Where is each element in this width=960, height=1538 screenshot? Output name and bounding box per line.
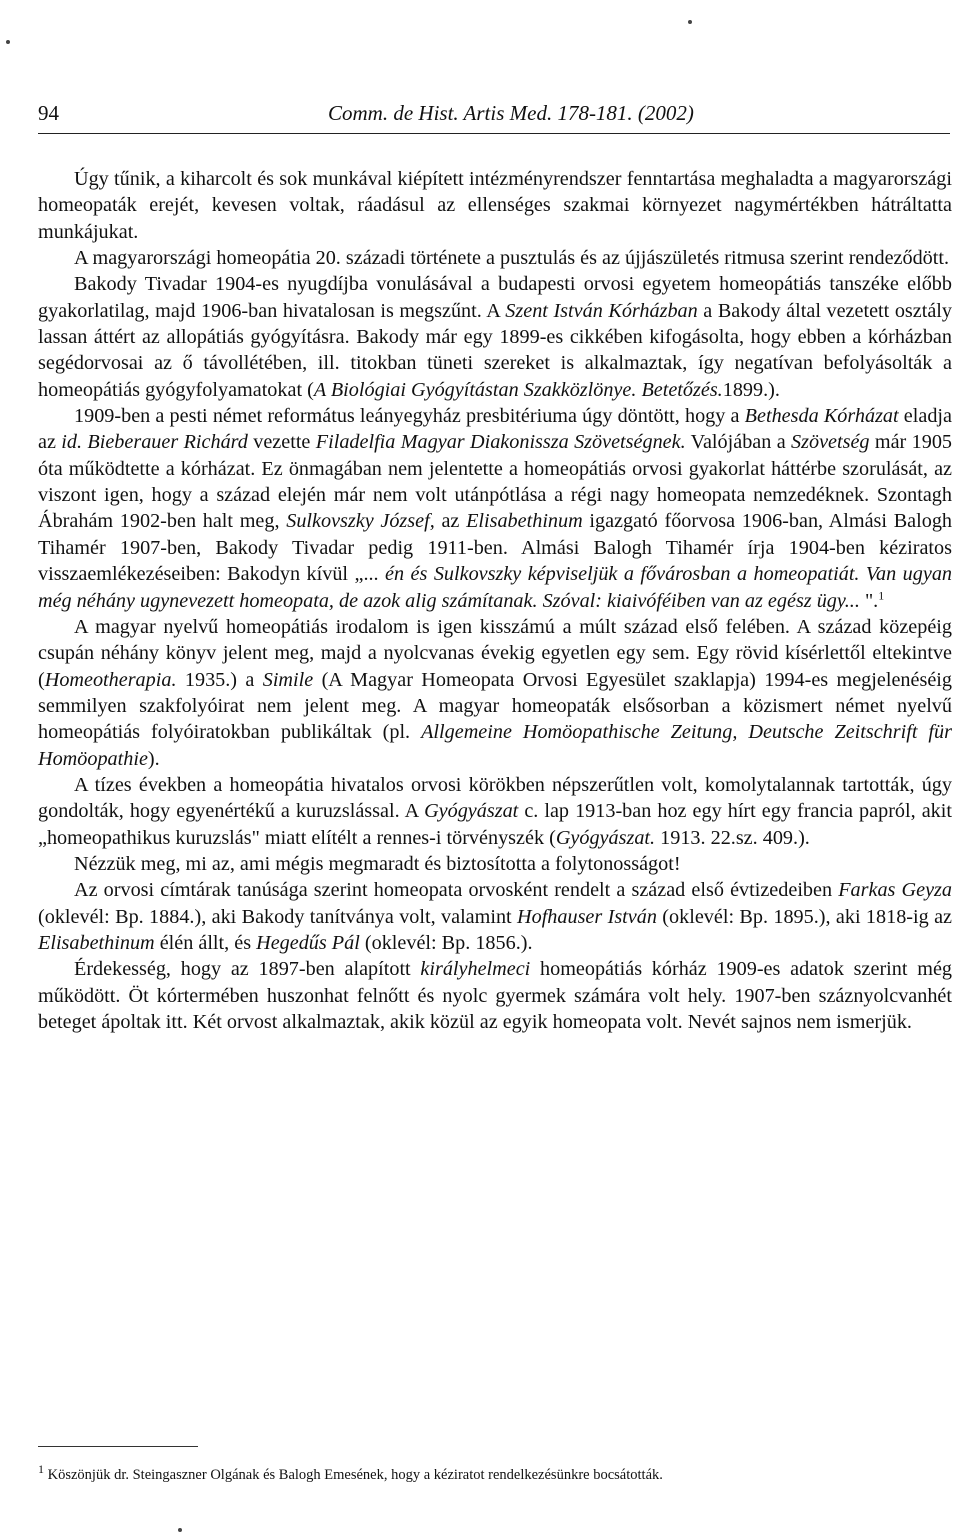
italic-text: Szent István Kórházban [505, 299, 698, 322]
text-run: az [434, 510, 467, 533]
text-run: Az orvosi címtárak tanúsága szerint homeopata orvosként rendelt a század első évtizedeiben [74, 879, 839, 902]
scan-speck [688, 20, 692, 24]
paragraph [38, 851, 952, 877]
text-run: eladja az [38, 405, 952, 454]
text-run: A magyar nyelvű homeopátiás irodalom is igen kisszámú a múlt század első felében. A század közepéig csupán néhány könyv jelent meg, majd a nyolcvanas évekig egyetlen egy sem. Egy rövid kísérlettől eltekintve ( [38, 615, 952, 691]
text-run: (oklevél: Bp. 1884.), aki Bakody tanítványa volt, valamint [38, 905, 518, 928]
text-run: (oklevél: Bp. 1856.). [359, 931, 533, 954]
italic-text: királyhelmeci [420, 958, 531, 981]
text-run: Úgy tűnik, a kiharcolt és sok munkával kiépített intézményrendszer fenntartása meghaladta a magyarországi homeopaták erejét, kevesen voltak, ráadásul az ellenséges szakmai környezet nagymértékben hátráltatta munkájukat. [38, 168, 952, 243]
text-run: homeopátiás kórház 1909-es adatok szerint még működött. Öt kórtermében huszonhat felnőtt és nyolc gyermek számára volt hely. 1907-ben száznyolcvanhét beteget ápoltak itt. Két orvost alkalmaztak, akik közül az egyik homeopata volt. Nevét sajnos nem ismerjük. [38, 958, 952, 1033]
text-run: 1935.) a [176, 668, 263, 691]
italic-text: Filadelfia Magyar Diakonissza Szövetségnek. [315, 431, 686, 454]
text-run: Valójában a [685, 431, 792, 454]
footnote [38, 1462, 952, 1484]
page-number: 94 [38, 101, 59, 125]
text-run: 1899.). [722, 378, 780, 401]
italic-text: Elisabethinum [466, 510, 583, 533]
italic-text: Sulkovszky József, [286, 510, 435, 533]
italic-text: Homeotherapia. [44, 668, 177, 691]
paragraph [38, 166, 952, 245]
text-run: 1909-ben a pesti német református leányegyház presbitériuma úgy döntött, hogy a [74, 405, 745, 428]
italic-text: id. Bieberauer Richárd [61, 431, 248, 454]
text-run: ". [859, 589, 879, 612]
text-run: Nézzük meg, mi az, ami mégis megmaradt és biztosította a folytonosságot! [74, 852, 681, 875]
text-run: 1913. 22.sz. 409.). [655, 826, 810, 849]
paragraph [38, 271, 952, 403]
italic-text: Allgemeine Homöopathische Zeitung, Deutsche Zeitschrift für Homöopathie [38, 721, 952, 770]
italic-text: Farkas Geyza [838, 879, 952, 902]
italic-text: én és Sulkovszky képviseljük a fővárosban a homeopatiát. Van ugyan még néhány ugynevezett homeopata, de azok alig számítanak. Szóval: kiaivóféiben van az egész ügy... [38, 563, 953, 612]
paragraph [38, 877, 952, 956]
footnote-reference: 1 [878, 587, 885, 602]
footnote-divider [38, 1446, 198, 1447]
text-run: (oklevél: Bp. 1895.), aki 1818-ig az [656, 905, 953, 928]
italic-text: Elisabethinum [38, 931, 155, 954]
text-run: (A Magyar Homeopata Orvosi Egyesület szaklapja) 1994-es megjelenéséig semmilyen szakfolyóirat nem jelent meg. A magyar homeopaták elsősorban a közismert német nyelvű homeopátiás folyóiratokban publikáltak (pl. [38, 668, 952, 744]
footnote-text: Köszönjük dr. Steingaszner Olgának és Balogh Emesének, hogy a kéziratot rendelkezésünkre bocsátották. [44, 1467, 663, 1483]
text-run: Bakody Tivadar 1904-es nyugdíjba vonulásával a budapesti orvosi egyetem homeopátiás tanszéke előbb gyakorlatilag, majd 1906-ban hivatalosan is megszűnt. A [38, 273, 952, 322]
text-run: ). [147, 747, 160, 770]
text-run: A magyarországi homeopátia 20. századi története a pusztulás és az újjászületés ritmusa szerint rendeződött. [74, 247, 950, 270]
text-run: Érdekesség, hogy az 1897-ben alapított [74, 958, 421, 981]
text-run: igazgató főorvosa 1906-ban, Almási Balogh Tihamér 1907-ben, Bakody Tivadar pedig 1911-ben. Almási Balogh Tihamér írja 1904-ben kéziratos visszaemlékezéseiben: Bakodyn kívül „... [38, 510, 953, 586]
paragraph [38, 245, 952, 271]
running-header [38, 97, 950, 134]
text-run: élén állt, és [154, 931, 257, 954]
italic-text: Hegedűs Pál [256, 931, 360, 954]
text-run: c. lap 1913-ban hoz egy hírt egy francia papról, akit „homeopathikus kuruzslás" miatt elítélt a rennes-i törvényszék ( [38, 800, 952, 849]
italic-text: Gyógyászat [424, 800, 519, 823]
text-run: már 1905 óta működtette a kórházat. Ez önmagában nem jelentette a homeopátiás orvosi gyakorlat háttérbe szorulását, az viszont igen, hogy a század elején már nem volt utánpótlása a régi nagy homeopata nemzedéknek. Szontagh Ábrahám 1902-ben halt meg, [38, 431, 953, 533]
paragraph [38, 772, 952, 851]
text-run: vezette [247, 431, 316, 454]
footnote-number: 1 [38, 1462, 44, 1477]
text-run: a Bakody által vezetett osztály lassan áttért az allopátiás gyógyításra. Bakody már egy 1899-es cikkében kifogásolta, hogy ebben a kórházban segédorvosai az ő távollétében, ill. titokban tüneti szereket is alkalmaztak, így negatívan befolyásolták a homeopátiás gyógyfolyamatokat ( [38, 299, 952, 401]
italic-text: Gyógyászat. [555, 826, 656, 849]
paragraph [38, 614, 952, 772]
italic-text: Szövetség [791, 431, 870, 454]
paragraph [38, 956, 952, 1035]
journal-reference: Comm. de Hist. Artis Med. 178-181. (2002) [328, 101, 694, 125]
paragraph [38, 403, 952, 614]
italic-text: Hofhauser István [517, 905, 657, 928]
scan-speck [6, 40, 10, 44]
scan-speck [178, 1528, 182, 1532]
italic-text: Bethesda Kórházat [744, 405, 899, 428]
italic-text: Simile [262, 668, 314, 691]
italic-text: A Biológiai Gyógyítástan Szakközlönye. Betetőzés. [313, 378, 723, 401]
article-body [38, 166, 952, 1035]
text-run: A tízes években a homeopátia hivatalos orvosi körökben népszerűtlen volt, komolytalannak tartották, úgy gondolták, hogy egyenértékű a kuruzslással. A [38, 773, 952, 823]
